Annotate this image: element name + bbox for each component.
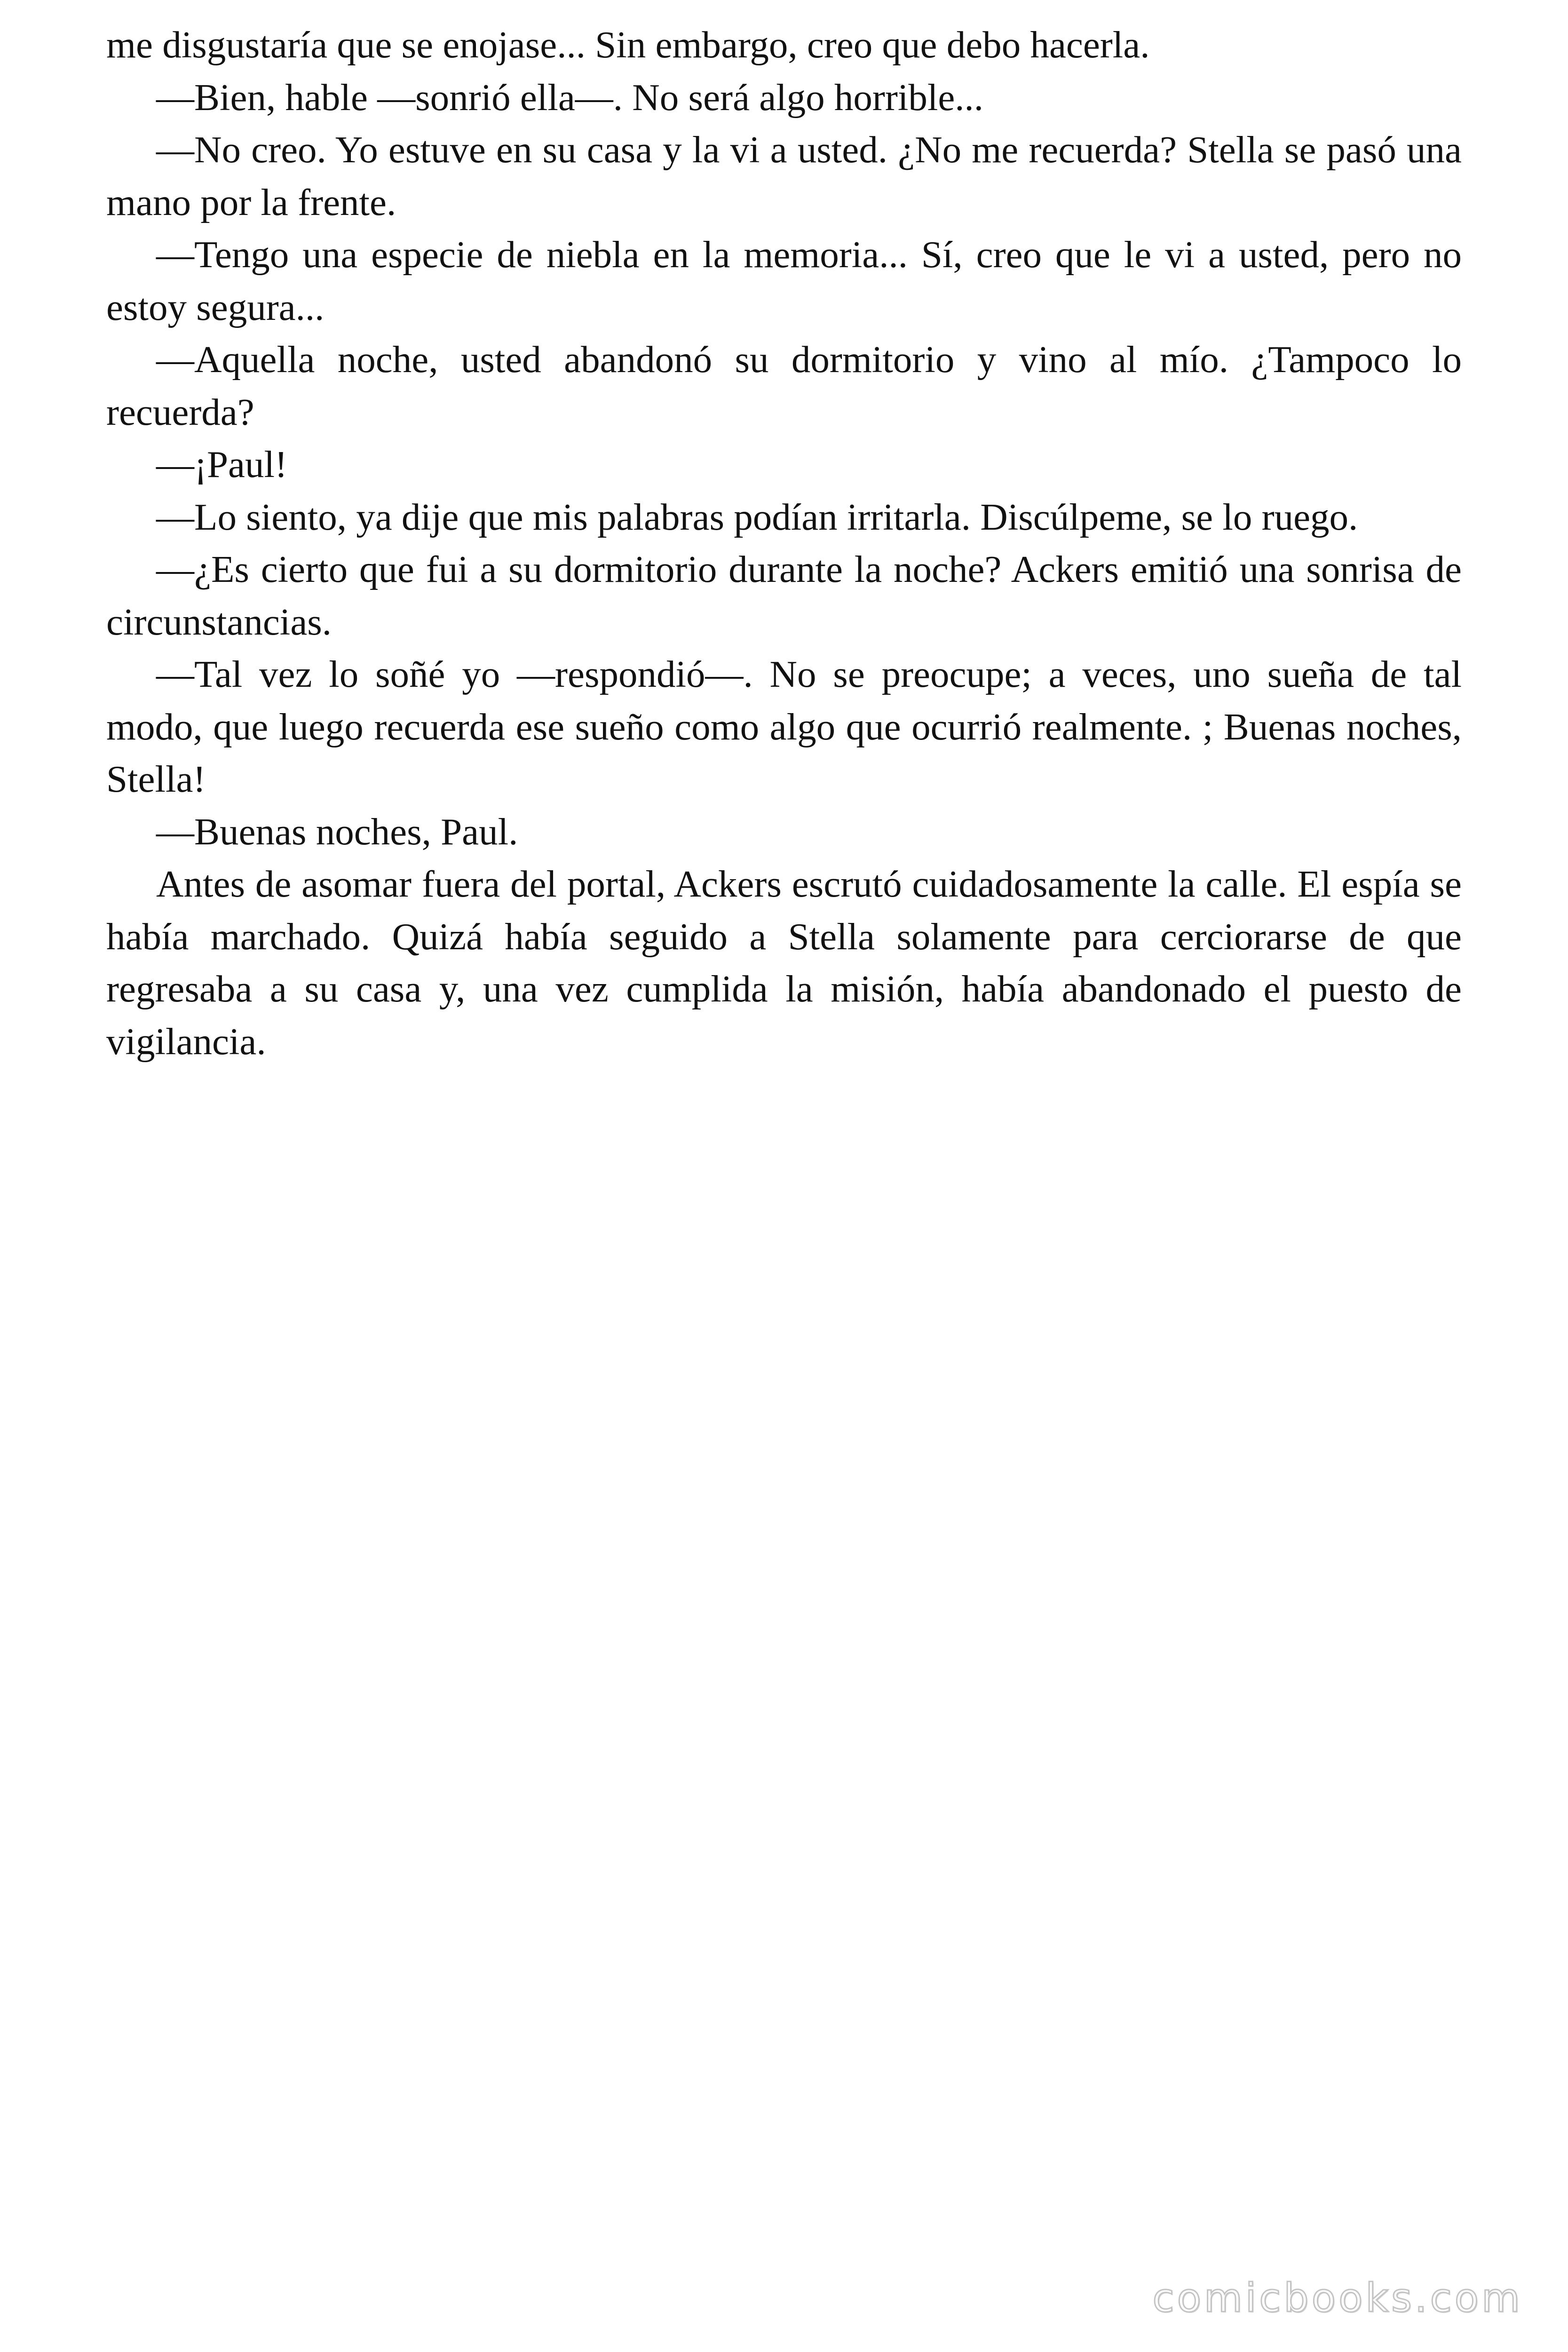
paragraph: —¡Paul! [156, 443, 287, 485]
paragraph-continued: me disgustaría que se enojase... Sin embargo, creo que debo hacerla. [106, 24, 1150, 66]
paragraph: —No creo. Yo estuve en su casa y la vi a usted. ¿No me recuerda? Stella se pasó una mano por la frente. [106, 128, 1462, 223]
paragraph: —Aquella noche, usted abandonó su dormitorio y vino al mío. ¿Tampoco lo recuerda? [106, 338, 1462, 433]
watermark: comicbooks.com [1152, 2275, 1523, 2321]
paragraph: —Bien, hable —sonrió ella—. No será algo horrible... [156, 76, 984, 119]
paragraph: —Lo siento, ya dije que mis palabras podían irritarla. Discúlpeme, se lo ruego. [156, 495, 1358, 538]
paragraph: —¿Es cierto que fui a su dormitorio durante la noche? Ackers emitió una sonrisa de circunstancias. [106, 548, 1462, 643]
paragraph: —Buenas noches, Paul. [156, 810, 518, 853]
paragraph: Antes de asomar fuera del portal, Ackers escrutó cuidadosamente la calle. El espía se había marchado. Quizá había seguido a Stella solamente para cerciorarse de que regresaba a su casa y, una vez cumplida la misión, había abandonado el puesto de vigilancia. [106, 863, 1462, 1063]
paragraph: —Tengo una especie de niebla en la memoria... Sí, creo que le vi a usted, pero no estoy segura... [106, 233, 1462, 328]
paragraph: —Tal vez lo soñé yo —respondió—. No se preocupe; a veces, uno sueña de tal modo, que luego recuerda ese sueño como algo que ocurrió realmente. ; Buenas noches, Stella! [106, 653, 1462, 800]
page-body [106, 19, 1462, 1068]
